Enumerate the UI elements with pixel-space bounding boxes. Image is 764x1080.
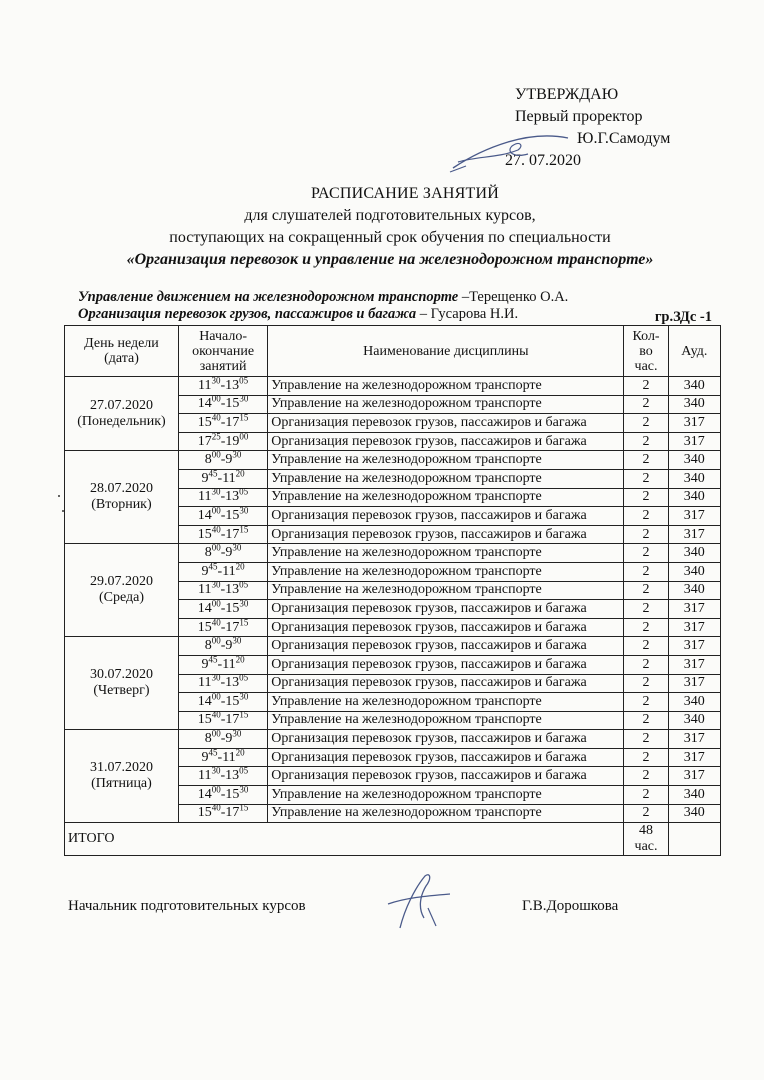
teacher-name: Гусарова Н.И. — [430, 306, 519, 322]
scan-speck — [58, 495, 60, 497]
start-hour: 9 — [201, 470, 209, 486]
day-cell — [65, 451, 179, 544]
time-cell: $14^{00}-15^{30}$ — [178, 395, 267, 414]
start-minute: 40 — [211, 709, 221, 720]
specialty-name: «Организация перевозок и управление на железнодорожном транспорте» — [126, 251, 654, 268]
total-row — [65, 823, 721, 856]
room-cell: 340 — [668, 488, 720, 507]
time-cell: $11^{30}-13^{05}$ — [178, 674, 267, 693]
discipline-cell: Организация перевозок грузов, пассажиров и багажа — [268, 767, 624, 786]
teacher-line — [78, 289, 718, 306]
discipline-cell: Организация перевозок грузов, пассажиров и багажа — [268, 637, 624, 656]
end-hour: 17 — [225, 712, 240, 728]
room-cell: 317 — [668, 767, 720, 786]
hours-cell: 2 — [624, 544, 668, 563]
discipline-cell: Организация перевозок грузов, пассажиров и багажа — [268, 414, 624, 433]
day-date: 31.07.2020 — [89, 760, 153, 776]
discipline-cell: Управление на железнодорожном транспорте — [268, 693, 624, 712]
hours-cell: 2 — [624, 786, 668, 805]
start-hour: 14 — [197, 507, 212, 523]
title-line-2: для слушателей подготовительных курсов, — [244, 207, 536, 224]
end-hour: 13 — [225, 582, 240, 598]
end-hour: 13 — [225, 675, 240, 691]
time-cell: $11^{30}-13^{05}$ — [178, 488, 267, 507]
start-minute: 00 — [211, 542, 221, 553]
approval-position: Первый проректор — [515, 108, 643, 125]
room-cell: 340 — [668, 804, 720, 823]
group-code: гр.ЗДс -1 — [654, 309, 712, 325]
start-minute: 45 — [208, 468, 218, 479]
day-date: 27.07.2020 — [89, 397, 153, 413]
hours-cell: 2 — [624, 655, 668, 674]
discipline-cell: Управление на железнодорожном транспорте — [268, 711, 624, 730]
header-room: Ауд. — [668, 326, 720, 377]
time-cell: $15^{40}-17^{15}$ — [178, 525, 267, 544]
scan-speck — [62, 510, 64, 512]
start-minute: 00 — [211, 505, 221, 516]
end-minute: 30 — [239, 598, 249, 609]
start-hour: 9 — [201, 563, 209, 579]
day-weekday: (Понедельник) — [77, 413, 166, 429]
time-cell: $11^{30}-13^{05}$ — [178, 581, 267, 600]
footer-position: Начальник подготовительных курсов — [68, 898, 306, 914]
hours-cell: 2 — [624, 637, 668, 656]
start-hour: 8 — [204, 452, 212, 468]
room-cell: 340 — [668, 693, 720, 712]
room-cell: 317 — [668, 748, 720, 767]
start-hour: 15 — [197, 526, 212, 542]
start-hour: 11 — [198, 377, 212, 393]
room-cell: 340 — [668, 711, 720, 730]
day-date: 28.07.2020 — [89, 481, 153, 497]
time-cell: $15^{40}-17^{15}$ — [178, 618, 267, 637]
start-hour: 17 — [197, 433, 212, 449]
end-hour: 17 — [225, 526, 240, 542]
room-cell: 340 — [668, 562, 720, 581]
room-cell: 317 — [668, 637, 720, 656]
end-minute: 05 — [239, 672, 249, 683]
total-hours — [624, 823, 668, 856]
room-cell: 340 — [668, 451, 720, 470]
start-minute: 30 — [211, 672, 221, 683]
teacher-separator: – — [458, 289, 470, 305]
start-minute: 45 — [208, 747, 218, 758]
day-date: 29.07.2020 — [89, 574, 153, 590]
discipline-cell: Организация перевозок грузов, пассажиров и багажа — [268, 432, 624, 451]
start-minute: 40 — [211, 412, 221, 423]
hours-cell: 2 — [624, 711, 668, 730]
teachers-block — [78, 289, 718, 323]
start-minute: 00 — [211, 728, 221, 739]
total-room-empty — [668, 823, 720, 856]
teacher-separator: – — [416, 306, 431, 322]
end-minute: 30 — [239, 393, 249, 404]
discipline-cell: Организация перевозок грузов, пассажиров и багажа — [268, 600, 624, 619]
hours-cell: 2 — [624, 432, 668, 451]
start-minute: 30 — [211, 579, 221, 590]
end-minute: 15 — [239, 412, 249, 423]
room-cell: 317 — [668, 730, 720, 749]
discipline-cell: Организация перевозок грузов, пассажиров и багажа — [268, 748, 624, 767]
end-hour: 13 — [225, 768, 240, 784]
end-minute: 05 — [239, 486, 249, 497]
start-minute: 25 — [211, 430, 221, 441]
start-minute: 40 — [211, 802, 221, 813]
end-minute: 00 — [239, 430, 249, 441]
start-hour: 11 — [198, 489, 212, 505]
hours-cell: 2 — [624, 730, 668, 749]
discipline-cell: Организация перевозок грузов, пассажиров и багажа — [268, 507, 624, 526]
end-minute: 15 — [239, 616, 249, 627]
room-cell: 317 — [668, 655, 720, 674]
discipline-cell: Организация перевозок грузов, пассажиров и багажа — [268, 655, 624, 674]
start-hour: 8 — [204, 731, 212, 747]
discipline-cell: Управление на железнодорожном транспорте — [268, 377, 624, 396]
total-label: ИТОГО — [65, 823, 624, 856]
time-cell: $15^{40}-17^{15}$ — [178, 711, 267, 730]
day-cell — [65, 544, 179, 637]
start-hour: 15 — [197, 712, 212, 728]
time-cell: $15^{40}-17^{15}$ — [178, 414, 267, 433]
hours-cell: 2 — [624, 674, 668, 693]
header-discipline: Наименование дисциплины — [268, 326, 624, 377]
room-cell: 340 — [668, 377, 720, 396]
discipline-cell: Организация перевозок грузов, пассажиров и багажа — [268, 525, 624, 544]
table-row — [65, 544, 721, 563]
end-minute: 15 — [239, 709, 249, 720]
start-minute: 00 — [211, 691, 221, 702]
end-minute: 05 — [239, 765, 249, 776]
hours-cell: 2 — [624, 488, 668, 507]
day-weekday: (Четверг) — [93, 683, 150, 699]
time-cell: $14^{00}-15^{30}$ — [178, 600, 267, 619]
start-hour: 8 — [204, 545, 212, 561]
approval-date: 27. 07.2020 — [505, 152, 581, 169]
end-minute: 20 — [235, 468, 245, 479]
end-hour: 17 — [225, 805, 240, 821]
room-cell: 317 — [668, 618, 720, 637]
start-hour: 14 — [197, 600, 212, 616]
day-cell — [65, 637, 179, 730]
document-title: РАСПИСАНИЕ ЗАНЯТИЙ — [311, 185, 499, 202]
time-cell: $8^{00}-9^{30}$ — [178, 544, 267, 563]
end-minute: 30 — [232, 635, 242, 646]
start-hour: 14 — [197, 693, 212, 709]
end-hour: 17 — [225, 619, 240, 635]
end-hour: 9 — [225, 638, 233, 654]
hours-cell: 2 — [624, 395, 668, 414]
header-hours: Кол-во час. — [624, 326, 668, 377]
time-cell: $11^{30}-13^{05}$ — [178, 377, 267, 396]
room-cell: 317 — [668, 674, 720, 693]
schedule-body — [65, 377, 721, 823]
end-hour: 13 — [225, 489, 240, 505]
room-cell: 317 — [668, 432, 720, 451]
discipline-cell: Организация перевозок грузов, пассажиров и багажа — [268, 674, 624, 693]
end-minute: 30 — [239, 505, 249, 516]
room-cell: 340 — [668, 395, 720, 414]
teacher-name: Терещенко О.А. — [469, 289, 569, 305]
discipline-cell: Управление на железнодорожном транспорте — [268, 581, 624, 600]
end-hour: 11 — [222, 470, 236, 486]
approval-title: УТВЕРЖДАЮ — [515, 86, 619, 103]
end-hour: 11 — [222, 749, 236, 765]
discipline-cell: Организация перевозок грузов, пассажиров и багажа — [268, 618, 624, 637]
end-hour: 9 — [225, 452, 233, 468]
footer-name: Г.В.Дорошкова — [522, 898, 619, 914]
end-hour: 11 — [222, 563, 236, 579]
time-cell: $14^{00}-15^{30}$ — [178, 786, 267, 805]
end-minute: 30 — [232, 728, 242, 739]
time-cell: $9^{45}-11^{20}$ — [178, 469, 267, 488]
title-line-3: поступающих на сокращенный срок обучения по специальности — [169, 229, 611, 246]
time-cell: $9^{45}-11^{20}$ — [178, 562, 267, 581]
teacher-line — [78, 306, 718, 323]
start-hour: 14 — [197, 786, 212, 802]
end-hour: 15 — [225, 600, 240, 616]
discipline-cell: Управление на железнодорожном транспорте — [268, 786, 624, 805]
end-hour: 11 — [222, 656, 236, 672]
room-cell: 317 — [668, 507, 720, 526]
room-cell: 340 — [668, 469, 720, 488]
end-minute: 20 — [235, 561, 245, 572]
end-minute: 20 — [235, 654, 245, 665]
table-row — [65, 730, 721, 749]
discipline-cell: Организация перевозок грузов, пассажиров и багажа — [268, 730, 624, 749]
room-cell: 340 — [668, 581, 720, 600]
hours-cell: 2 — [624, 507, 668, 526]
hours-cell: 2 — [624, 748, 668, 767]
start-hour: 11 — [198, 675, 212, 691]
end-hour: 15 — [225, 507, 240, 523]
discipline-cell: Управление на железнодорожном транспорте — [268, 469, 624, 488]
time-cell: $9^{45}-11^{20}$ — [178, 748, 267, 767]
time-cell: $8^{00}-9^{30}$ — [178, 451, 267, 470]
start-minute: 00 — [211, 449, 221, 460]
time-cell: $14^{00}-15^{30}$ — [178, 693, 267, 712]
hours-cell: 2 — [624, 581, 668, 600]
time-cell: $8^{00}-9^{30}$ — [178, 730, 267, 749]
end-hour: 13 — [225, 377, 240, 393]
room-cell: 317 — [668, 414, 720, 433]
start-hour: 9 — [201, 749, 209, 765]
end-hour: 17 — [225, 414, 240, 430]
start-hour: 14 — [197, 396, 212, 412]
total-hours-unit: час. — [634, 839, 658, 855]
start-hour: 15 — [197, 619, 212, 635]
table-header-row — [65, 326, 721, 377]
header-time: Начало-окончание занятий — [178, 326, 267, 377]
end-hour: 9 — [225, 545, 233, 561]
discipline-cell: Управление на железнодорожном транспорте — [268, 544, 624, 563]
hours-cell: 2 — [624, 451, 668, 470]
start-hour: 11 — [198, 582, 212, 598]
end-minute: 30 — [239, 784, 249, 795]
day-weekday: (Вторник) — [91, 497, 152, 513]
start-hour: 8 — [204, 638, 212, 654]
teacher-subject: Организация перевозок грузов, пассажиров и багажа — [78, 306, 417, 322]
end-minute: 20 — [235, 747, 245, 758]
end-minute: 05 — [239, 375, 249, 386]
discipline-cell: Управление на железнодорожном транспорте — [268, 562, 624, 581]
end-minute: 05 — [239, 579, 249, 590]
day-weekday: (Пятница) — [91, 776, 152, 792]
end-minute: 30 — [232, 449, 242, 460]
approval-signature — [448, 128, 578, 176]
table-row — [65, 637, 721, 656]
header-day: День недели (дата) — [65, 326, 179, 377]
start-hour: 15 — [197, 414, 212, 430]
discipline-cell: Управление на железнодорожном транспорте — [268, 804, 624, 823]
start-hour: 9 — [201, 656, 209, 672]
end-hour: 15 — [225, 396, 240, 412]
end-hour: 9 — [225, 731, 233, 747]
approval-name: Ю.Г.Самодум — [577, 130, 671, 147]
time-cell: $15^{40}-17^{15}$ — [178, 804, 267, 823]
discipline-cell: Управление на железнодорожном транспорте — [268, 395, 624, 414]
teacher-subject: Управление движением на железнодорожном транспорте — [78, 289, 459, 305]
start-minute: 45 — [208, 561, 218, 572]
start-minute: 30 — [211, 375, 221, 386]
room-cell: 340 — [668, 544, 720, 563]
hours-cell: 2 — [624, 804, 668, 823]
end-minute: 30 — [232, 542, 242, 553]
end-minute: 15 — [239, 802, 249, 813]
room-cell: 317 — [668, 525, 720, 544]
start-hour: 11 — [198, 768, 212, 784]
start-minute: 00 — [211, 784, 221, 795]
hours-cell: 2 — [624, 469, 668, 488]
hours-cell: 2 — [624, 414, 668, 433]
time-cell: $11^{30}-13^{05}$ — [178, 767, 267, 786]
discipline-cell: Управление на железнодорожном транспорте — [268, 451, 624, 470]
total-hours-value: 48 — [639, 823, 654, 839]
start-minute: 30 — [211, 486, 221, 497]
head-signature — [380, 868, 460, 938]
discipline-cell: Управление на железнодорожном транспорте — [268, 488, 624, 507]
start-hour: 15 — [197, 805, 212, 821]
table-row — [65, 377, 721, 396]
start-minute: 45 — [208, 654, 218, 665]
hours-cell: 2 — [624, 767, 668, 786]
table-row — [65, 451, 721, 470]
start-minute: 30 — [211, 765, 221, 776]
end-minute: 15 — [239, 523, 249, 534]
end-hour: 15 — [225, 786, 240, 802]
hours-cell: 2 — [624, 618, 668, 637]
hours-cell: 2 — [624, 600, 668, 619]
end-hour: 19 — [225, 433, 240, 449]
end-hour: 15 — [225, 693, 240, 709]
start-minute: 00 — [211, 598, 221, 609]
start-minute: 00 — [211, 393, 221, 404]
day-date: 30.07.2020 — [89, 667, 153, 683]
room-cell: 340 — [668, 786, 720, 805]
room-cell: 317 — [668, 600, 720, 619]
end-minute: 30 — [239, 691, 249, 702]
time-cell: $17^{25}-19^{00}$ — [178, 432, 267, 451]
start-minute: 40 — [211, 523, 221, 534]
schedule-table — [64, 325, 721, 856]
day-weekday: (Среда) — [98, 590, 144, 606]
time-cell: $14^{00}-15^{30}$ — [178, 507, 267, 526]
hours-cell: 2 — [624, 525, 668, 544]
day-cell — [65, 730, 179, 823]
hours-cell: 2 — [624, 377, 668, 396]
hours-cell: 2 — [624, 693, 668, 712]
start-minute: 40 — [211, 616, 221, 627]
day-cell — [65, 377, 179, 451]
start-minute: 00 — [211, 635, 221, 646]
time-cell: $9^{45}-11^{20}$ — [178, 655, 267, 674]
hours-cell: 2 — [624, 562, 668, 581]
document-title-block — [60, 183, 720, 271]
time-cell: $8^{00}-9^{30}$ — [178, 637, 267, 656]
